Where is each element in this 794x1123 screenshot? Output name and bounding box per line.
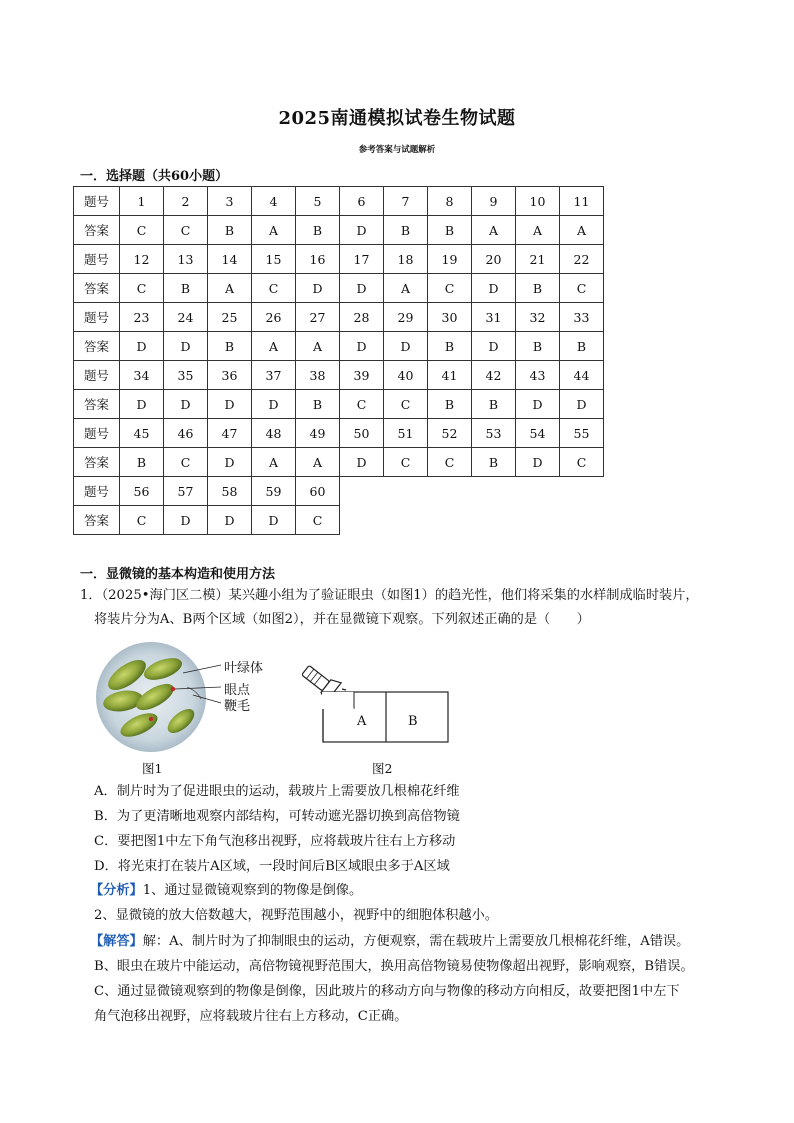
table-cell: D	[164, 390, 208, 419]
question-number-row	[74, 303, 604, 332]
table-cell: 33	[560, 303, 604, 332]
question-number-row	[74, 419, 604, 448]
table-cell: B	[516, 274, 560, 303]
table-cell: D	[384, 332, 428, 361]
table-cell: 29	[384, 303, 428, 332]
table-cell: A	[252, 216, 296, 245]
table-cell: 53	[472, 419, 516, 448]
table-cell: 38	[296, 361, 340, 390]
figure-1-caption: 图1	[142, 761, 163, 776]
section-heading-microscope: 一．显微镜的基本构造和使用方法	[80, 567, 276, 582]
table-cell: D	[120, 390, 164, 419]
table-cell: 35	[164, 361, 208, 390]
table-cell: 6	[340, 187, 384, 216]
table-cell: B	[164, 274, 208, 303]
table-cell: 14	[208, 245, 252, 274]
solution-line1: 【解答】解：A、制片时为了抑制眼虫的运动，方便观察，需在载玻片上需要放几根棉花纤维，A错误。	[90, 934, 690, 949]
table-cell: C	[340, 390, 384, 419]
table-cell: B	[516, 332, 560, 361]
table-cell: 5	[296, 187, 340, 216]
table-cell: C	[164, 216, 208, 245]
option-a: A．制片时为了促进眼虫的运动，载玻片上需要放几根棉花纤维	[94, 784, 460, 799]
question-number-row	[74, 477, 604, 506]
table-cell: 41	[428, 361, 472, 390]
table-cell: B	[428, 390, 472, 419]
table-cell: 54	[516, 419, 560, 448]
table-cell: 1	[120, 187, 164, 216]
table-cell: D	[472, 274, 516, 303]
table-cell: B	[472, 448, 516, 477]
table-cell: 3	[208, 187, 252, 216]
question-number-row	[74, 361, 604, 390]
table-row-label: 答案	[74, 448, 120, 477]
question-stem-line1: 1．（2025•海门区二模）某兴趣小组为了验证眼虫（如图1）的趋光性，他们将采集的水样制成临时装片，	[80, 588, 699, 603]
table-cell: 52	[428, 419, 472, 448]
table-cell: 57	[164, 477, 208, 506]
table-row-label: 题号	[74, 187, 120, 216]
table-cell: B	[428, 332, 472, 361]
table-cell: 59	[252, 477, 296, 506]
table-cell: 23	[120, 303, 164, 332]
table-cell: 4	[252, 187, 296, 216]
table-cell: D	[340, 216, 384, 245]
table-cell: D	[516, 390, 560, 419]
table-cell: 18	[384, 245, 428, 274]
table-cell: C	[560, 274, 604, 303]
table-cell: C	[296, 506, 340, 535]
table-cell: D	[208, 506, 252, 535]
table-cell: 43	[516, 361, 560, 390]
table-cell: A	[560, 216, 604, 245]
table-cell: 58	[208, 477, 252, 506]
table-cell: B	[560, 332, 604, 361]
table-cell: B	[208, 216, 252, 245]
table-cell: A	[252, 448, 296, 477]
table-cell: 46	[164, 419, 208, 448]
label-eyespot: 眼点	[224, 683, 251, 698]
table-cell: A	[208, 274, 252, 303]
eyespot-dot	[149, 717, 153, 721]
table-cell: 34	[120, 361, 164, 390]
option-b: B．为了更清晰地观察内部结构，可转动遮光器切换到高倍物镜	[94, 809, 460, 824]
table-cell: 25	[208, 303, 252, 332]
table-cell: 21	[516, 245, 560, 274]
table-cell: D	[296, 274, 340, 303]
table-cell: D	[120, 332, 164, 361]
solution-line4: 角气泡移出视野，应将载玻片往右上方移动，C正确。	[94, 1009, 408, 1024]
table-cell: D	[516, 448, 560, 477]
table-cell: A	[296, 448, 340, 477]
table-cell: B	[120, 448, 164, 477]
option-c: C．要把图1中左下角气泡移出视野，应将载玻片往右上方移动	[94, 834, 456, 849]
table-cell: 44	[560, 361, 604, 390]
table-cell: D	[340, 332, 384, 361]
table-row-label: 题号	[74, 477, 120, 506]
table-cell: A	[252, 332, 296, 361]
table-cell: 36	[208, 361, 252, 390]
table-cell: C	[384, 448, 428, 477]
table-cell: 22	[560, 245, 604, 274]
figure-2-slide	[296, 662, 456, 754]
question-number-row	[74, 245, 604, 274]
answer-row	[74, 390, 604, 419]
table-cell: 28	[340, 303, 384, 332]
table-cell: 51	[384, 419, 428, 448]
table-cell: 60	[296, 477, 340, 506]
table-row-label: 答案	[74, 332, 120, 361]
eyespot-dot	[171, 687, 175, 691]
table-cell: A	[296, 332, 340, 361]
table-cell: C	[560, 448, 604, 477]
table-cell: B	[384, 216, 428, 245]
table-cell: D	[252, 390, 296, 419]
table-cell: D	[560, 390, 604, 419]
table-cell: B	[472, 390, 516, 419]
table-cell: A	[516, 216, 560, 245]
solution-line2: B、眼虫在玻片中能运动，高倍物镜视野范围大，换用高倍物镜易使物像超出视野，影响观察，B错误。	[94, 959, 694, 974]
table-cell: 37	[252, 361, 296, 390]
figure-2-caption: 图2	[372, 761, 393, 776]
table-row-label: 答案	[74, 506, 120, 535]
table-cell: D	[208, 448, 252, 477]
answer-table	[73, 186, 604, 535]
table-row-label: 题号	[74, 245, 120, 274]
answer-row	[74, 506, 604, 535]
solution-tag: 【解答】	[90, 934, 143, 949]
table-cell: 9	[472, 187, 516, 216]
table-cell: 16	[296, 245, 340, 274]
table-cell: C	[120, 216, 164, 245]
table-cell: D	[252, 506, 296, 535]
question-stem-line2: 将装片分为A、B两个区域（如图2），并在显微镜下观察。下列叙述正确的是（ ）	[94, 612, 590, 627]
table-cell: 8	[428, 187, 472, 216]
table-cell: 48	[252, 419, 296, 448]
answer-row	[74, 274, 604, 303]
table-cell: D	[208, 390, 252, 419]
table-cell: 10	[516, 187, 560, 216]
answer-row	[74, 448, 604, 477]
table-cell: D	[340, 274, 384, 303]
table-row-label: 题号	[74, 419, 120, 448]
page-title: 2025南通模拟试卷生物试题	[278, 108, 516, 129]
table-cell: 45	[120, 419, 164, 448]
question-number-row	[74, 187, 604, 216]
table-cell: 47	[208, 419, 252, 448]
table-cell: 30	[428, 303, 472, 332]
section-heading-choice: 一．选择题（共60小题）	[80, 169, 229, 184]
table-cell: 55	[560, 419, 604, 448]
table-cell: 39	[340, 361, 384, 390]
table-row-label: 题号	[74, 303, 120, 332]
table-cell: 40	[384, 361, 428, 390]
analysis-tag: 【分析】	[90, 883, 143, 898]
region-a-label: A	[357, 714, 367, 729]
table-cell: B	[208, 332, 252, 361]
table-cell: C	[252, 274, 296, 303]
table-cell: 49	[296, 419, 340, 448]
page-subtitle: 参考答案与试题解析	[358, 145, 436, 155]
table-cell: C	[164, 448, 208, 477]
table-cell: 11	[560, 187, 604, 216]
option-d: D．将光束打在装片A区域，一段时间后B区域眼虫多于A区域	[94, 859, 450, 874]
table-cell: D	[164, 506, 208, 535]
table-cell: 20	[472, 245, 516, 274]
solution-line3: C、通过显微镜观察到的物像是倒像，因此玻片的移动方向与物像的移动方向相反，故要把图1中左下	[94, 984, 680, 999]
table-cell: A	[472, 216, 516, 245]
table-cell: D	[164, 332, 208, 361]
table-cell: 26	[252, 303, 296, 332]
label-flagellum: 鞭毛	[224, 699, 251, 714]
table-cell: D	[472, 332, 516, 361]
table-cell: 19	[428, 245, 472, 274]
table-cell: 2	[164, 187, 208, 216]
table-row-label: 题号	[74, 361, 120, 390]
table-cell: 17	[340, 245, 384, 274]
table-row-label: 答案	[74, 216, 120, 245]
table-cell: 31	[472, 303, 516, 332]
table-cell: C	[120, 506, 164, 535]
table-cell: 27	[296, 303, 340, 332]
label-chloroplast: 叶绿体	[224, 661, 264, 676]
table-cell: C	[428, 448, 472, 477]
table-cell: C	[120, 274, 164, 303]
table-row-label: 答案	[74, 274, 120, 303]
table-cell: C	[428, 274, 472, 303]
table-cell: 56	[120, 477, 164, 506]
table-cell: 24	[164, 303, 208, 332]
table-cell: 50	[340, 419, 384, 448]
answer-row	[74, 332, 604, 361]
analysis-line1: 【分析】1、通过显微镜观察到的物像是倒像。	[90, 883, 363, 898]
table-cell: C	[384, 390, 428, 419]
table-cell: B	[296, 216, 340, 245]
analysis-line2: 2、显微镜的放大倍数越大，视野范围越小，视野中的细胞体积越小。	[94, 908, 499, 923]
table-cell: B	[428, 216, 472, 245]
table-row-label: 答案	[74, 390, 120, 419]
table-cell: B	[296, 390, 340, 419]
table-cell: D	[340, 448, 384, 477]
table-cell: 42	[472, 361, 516, 390]
table-cell: 15	[252, 245, 296, 274]
table-cell: 12	[120, 245, 164, 274]
table-cell: 32	[516, 303, 560, 332]
table-cell: 7	[384, 187, 428, 216]
table-cell: 13	[164, 245, 208, 274]
answer-row	[74, 216, 604, 245]
table-cell: A	[384, 274, 428, 303]
region-b-label: B	[408, 714, 418, 729]
